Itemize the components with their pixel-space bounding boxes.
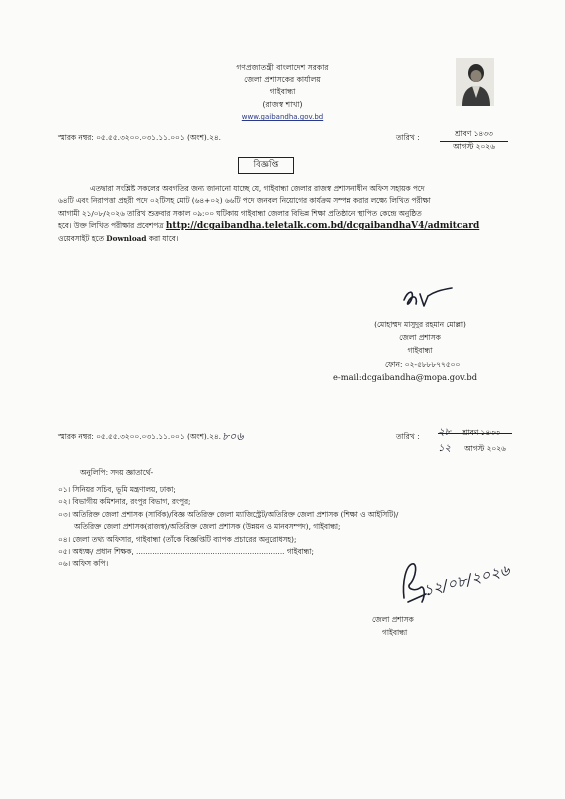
date-english-row-2 <box>438 436 512 458</box>
footer-designation: জেলা প্রশাসক <box>372 615 414 624</box>
govt-name: গণপ্রজাতন্ত্রী বাংলাদেশ সরকার <box>236 63 329 72</box>
copies-heading: অনুলিপি: সদয় জ্ঞাতার্থে- <box>80 468 154 477</box>
date-label-1: তারিখ : <box>396 133 420 142</box>
signatory-phone: ফোন: ০২-৫৮৮৮৭৭৫০০ <box>385 360 461 369</box>
notice-body <box>58 183 520 245</box>
body-line-4-text: হবে। উক্ত লিখিত পরীক্ষার প্রবেশপত্র <box>58 221 164 231</box>
memo-number-2: স্মারক নম্বর: ০৫.৫৫.৩২০০.০৩১.১১.০০১ (অংশ).২৪. <box>58 432 222 441</box>
body-line-5-text: ওয়েবসাইট হতে <box>58 233 104 243</box>
date-line-2 <box>438 420 512 438</box>
section-name: (রাজস্ব শাখা) <box>262 100 303 109</box>
signatory-email[interactable]: e-mail:dcgaibandha@mopa.gov.bd <box>333 372 478 382</box>
body-line-3: আগামী ২১/০৮/২০২৬ তারিখ শুক্রবার সকাল ০৯:০০ ঘটিকায় গাইবান্ধা জেলার বিভিন্ন শিক্ষা প্রতিষ্ঠানে স্থাপিত কেন্দ্রে অনুষ্ঠিত <box>58 208 422 218</box>
download-word: Download <box>106 233 147 243</box>
office-name: জেলা প্রশাসকের কার্যালয় <box>244 75 321 84</box>
date-label-2: তারিখ : <box>396 432 420 441</box>
signatory-district: গাইবান্ধা <box>407 346 433 355</box>
copy-item: ০৫। অধ্যক্ষ/ প্রধান শিক্ষক, ................................................................ গাইবান্ধা; <box>58 547 315 557</box>
body-line-4 <box>58 220 520 232</box>
hand-day-1: ২৮ <box>438 427 451 438</box>
copies-list <box>58 484 528 571</box>
body-line-1: এতদ্বারা সংশ্লিষ্ট সকলের অবগতির জন্য জানানো যাচ্ছে যে, গাইবান্ধা জেলার রাজস্ব প্রশাসনাধীন অফিস সহায়ক পদে <box>90 184 425 193</box>
copy-item: ০৪। জেলা তথ্য অফিসার, গাইবান্ধা (তাঁকে বিজ্ঞপ্তিটি ব্যাপক প্রচারের অনুরোধসহ); <box>58 534 297 544</box>
handwritten-date: ১২/০৮/২০২৬ <box>421 561 512 600</box>
memo-number-1: স্মারক নম্বর: ০৫.৫৫.৩২০০.০৩১.১১.০০১ (অংশ).২৪. <box>58 133 222 142</box>
date-bangla-1: শ্রাবণ ১৪৩৩ <box>440 129 508 142</box>
footer-district: গাইবান্ধা <box>382 628 408 637</box>
copy-item: অতিরিক্ত জেলা প্রশাসক(রাজস্ব)/অতিরিক্ত জেলা প্রশাসক (উন্নয়ন ও মানবসম্পদ), গাইবান্ধা; <box>74 522 341 532</box>
body-line-5 <box>58 233 520 245</box>
website-link[interactable]: www.gaibandha.gov.bd <box>241 113 324 121</box>
body-line-5-end: করা যাবে। <box>148 233 179 243</box>
memo-handwritten-number: ৮০৬ <box>222 430 244 443</box>
portrait-image <box>456 58 494 106</box>
hand-day-2: ১২ <box>438 443 451 454</box>
signature-1 <box>398 284 458 314</box>
body-line-2: ৬৪টি এবং নিরাপত্তা প্রহরী পদে ০২টিসহ মোট (৬৪+০২) ৬৬টি পদে জনবল নিয়োগের কার্যক্রম সম্পন্ন করার লক্ষ্যে লিখিত পরীক্ষা <box>58 196 431 206</box>
date-bangla-2: শ্রাবণ ১৪৩৩ <box>462 428 500 437</box>
admit-card-link[interactable]: http://dcgaibandha.teletalk.com.bd/dcgaibandhaV4/admitcard <box>165 221 480 232</box>
district-name: গাইবান্ধা <box>269 87 296 96</box>
date-english-2: আগস্ট ২০২৬ <box>464 444 506 453</box>
signatory-name: (মোহাম্মদ মাসুদুর রহমান মোল্লা) <box>374 320 466 329</box>
copy-item: ০১। সিনিয়র সচিব, ভূমি মন্ত্রণালয়, ঢাকা; <box>58 485 176 494</box>
copy-item: ০৬। অফিস কপি। <box>58 559 109 569</box>
copy-item: ০২। বিভাগীয় কমিশনার, রংপুর বিভাগ, রংপুর; <box>58 497 191 507</box>
signatory-designation: জেলা প্রশাসক <box>399 333 441 342</box>
copy-item: ০৩। অতিরিক্ত জেলা প্রশাসক (সার্বিক)/বিজ্ঞ অতিরিক্ত জেলা ম্যাজিস্ট্রেট/অতিরিক্ত জেলা প্রশাসক (শিক্ষা ও আইসিটি)/ <box>58 509 399 519</box>
notice-title: বিজ্ঞপ্তি <box>238 157 294 174</box>
date-english-1: আগস্ট ২০২৬ <box>453 142 495 151</box>
